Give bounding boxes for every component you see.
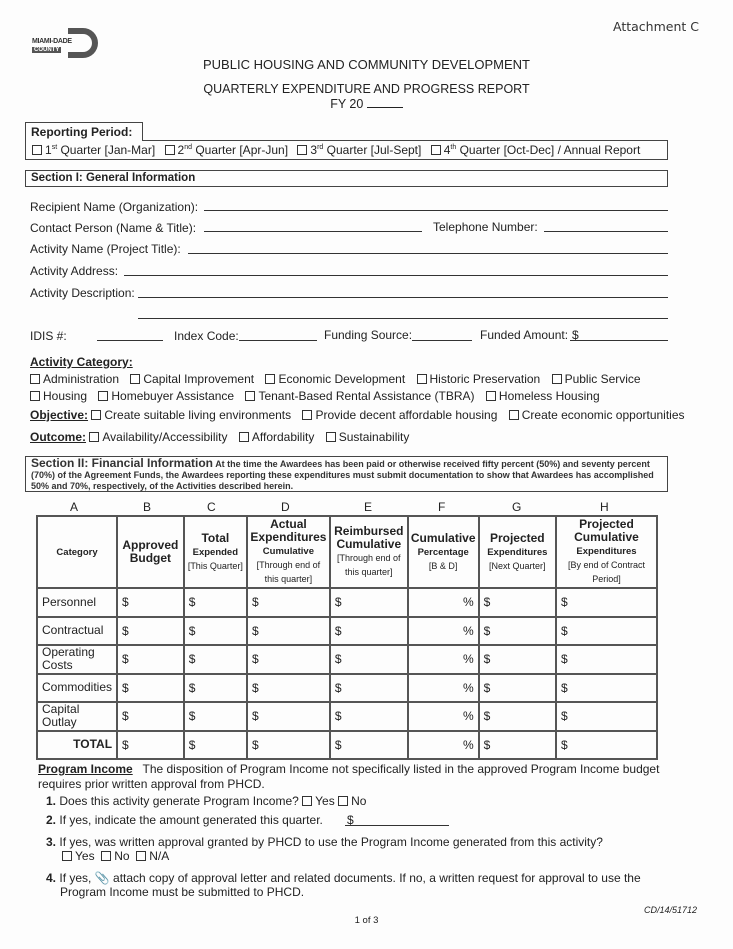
row-category: Commodities	[37, 674, 117, 703]
header-actual-expenditures: Actual Expenditures Cumulative [Through end of this quarter]	[247, 516, 330, 588]
table-cell-input[interactable]: $	[247, 702, 330, 731]
table-cell-input[interactable]: %	[408, 645, 479, 674]
table-cell-input[interactable]: $	[479, 674, 556, 703]
row-category: Personnel	[37, 588, 117, 617]
q1-no-option[interactable]: No	[338, 794, 366, 808]
q2-currency: $	[347, 813, 354, 827]
question-4: 4. If yes, 📎 attach copy of approval letter and related documents. If no, a written request for approval to use the Program Income must be submitted to PHCD.	[46, 871, 641, 899]
category-tbra[interactable]: Tenant-Based Rental Assistance (TBRA)	[245, 389, 474, 403]
table-cell-input[interactable]: $	[330, 588, 408, 617]
table-row	[37, 588, 657, 617]
section-1-header: Section I: General Information	[25, 170, 668, 187]
question-2: 2. If yes, indicate the amount generated this quarter.	[46, 813, 323, 827]
checkbox[interactable]	[326, 432, 336, 442]
activity-name-label: Activity Name (Project Title):	[30, 242, 181, 256]
section-2-title: Section II: Financial Information	[31, 456, 214, 470]
checkbox[interactable]	[302, 796, 312, 806]
table-cell-input[interactable]: $	[479, 588, 556, 617]
outcome-availability[interactable]: Availability/Accessibility	[89, 430, 227, 444]
table-cell-input[interactable]: $	[117, 702, 184, 731]
q3-no-option[interactable]: No	[101, 849, 129, 863]
table-row	[37, 645, 657, 674]
logo-subtext: COUNTY	[34, 47, 60, 53]
checkbox[interactable]	[30, 391, 40, 401]
checkbox[interactable]	[509, 410, 519, 420]
checkbox[interactable]	[486, 391, 496, 401]
column-letter-b: B	[143, 500, 152, 514]
financial-table	[36, 515, 658, 760]
checkbox[interactable]	[98, 391, 108, 401]
column-letter-g: G	[512, 500, 522, 514]
section-2-description: At the time the Awardees has been paid or otherwise received fifty percent (50%) and seventy percent (70%) of the Agreement Funds, the Awardees reporting these expenditures must submit documentation to show that Awardees has accomplished 50% and 70%, respectively, of the Activities described herein.	[31, 459, 654, 491]
quarter-4-option[interactable]: 4th Quarter [Oct-Dec] / Annual Report	[431, 143, 641, 157]
table-cell-input[interactable]: $	[247, 674, 330, 703]
checkbox[interactable]	[101, 851, 111, 861]
table-cell-input[interactable]: $	[479, 702, 556, 731]
table-cell-input[interactable]: $	[330, 702, 408, 731]
contact-label: Contact Person (Name & Title):	[30, 221, 197, 235]
category-homebuyer-assistance[interactable]: Homebuyer Assistance	[98, 389, 234, 403]
table-cell-input[interactable]: $	[247, 731, 330, 760]
checkbox[interactable]	[30, 374, 40, 384]
column-letter-a: A	[70, 500, 79, 514]
quarter-1-option[interactable]: 1st Quarter [Jan-Mar]	[32, 143, 155, 157]
table-cell-input[interactable]: $	[556, 674, 657, 703]
objective-affordable-housing[interactable]: Provide decent affordable housing	[302, 408, 497, 422]
table-cell-input[interactable]: %	[408, 702, 479, 731]
document-title: PUBLIC HOUSING AND COMMUNITY DEVELOPMENT	[203, 57, 530, 72]
table-cell-input[interactable]: $	[479, 645, 556, 674]
table-cell-input[interactable]: $	[556, 731, 657, 760]
row-category: Capital Outlay	[37, 702, 117, 731]
table-cell-input[interactable]: $	[247, 645, 330, 674]
header-reimbursed-cumulative: Reimbursed Cumulative [Through end of this quarter]	[330, 516, 408, 588]
table-cell-input[interactable]: $	[556, 617, 657, 646]
funded-amount-label: Funded Amount:	[480, 328, 569, 342]
quarter-1-checkbox[interactable]	[32, 145, 42, 155]
table-cell-input[interactable]: $	[330, 674, 408, 703]
activity-name-input[interactable]	[188, 253, 668, 254]
objective-row	[30, 408, 693, 422]
table-row	[37, 731, 657, 760]
table-cell-input[interactable]: %	[408, 588, 479, 617]
category-public-service[interactable]: Public Service	[552, 372, 641, 386]
q2-amount-input[interactable]	[345, 825, 449, 826]
table-cell-input[interactable]: $	[184, 674, 247, 703]
column-letter-e: E	[364, 500, 373, 514]
quarter-3-option[interactable]: 3rd Quarter [Jul-Sept]	[297, 143, 421, 157]
column-letter-c: C	[207, 500, 216, 514]
checkbox[interactable]	[417, 374, 427, 384]
table-cell-input[interactable]: $	[479, 731, 556, 760]
page-number: 1 of 3	[354, 915, 379, 926]
category-economic-development[interactable]: Economic Development	[265, 372, 405, 386]
activity-description-input-2[interactable]	[138, 318, 668, 319]
header-approved-budget: Approved Budget	[117, 516, 184, 588]
recipient-input[interactable]	[204, 210, 668, 211]
paperclip-icon: 📎	[94, 871, 110, 885]
funding-source-input[interactable]	[412, 340, 472, 341]
activity-category-row-2	[30, 389, 608, 403]
category-housing[interactable]: Housing	[30, 389, 87, 403]
table-cell-input[interactable]: $	[330, 617, 408, 646]
category-historic-preservation[interactable]: Historic Preservation	[417, 372, 541, 386]
activity-address-label: Activity Address:	[30, 264, 119, 278]
table-row	[37, 674, 657, 703]
quarter-4-checkbox[interactable]	[431, 145, 441, 155]
table-cell-input[interactable]: $	[184, 588, 247, 617]
index-code-input[interactable]	[239, 340, 317, 341]
reporting-period-options	[25, 140, 668, 160]
funded-amount-input[interactable]	[570, 340, 668, 341]
table-header-row	[37, 516, 657, 588]
quarter-3-checkbox[interactable]	[297, 145, 307, 155]
checkbox[interactable]	[239, 432, 249, 442]
table-cell-input[interactable]: $	[247, 617, 330, 646]
fiscal-year-input[interactable]	[367, 97, 403, 108]
table-cell-input[interactable]: $	[117, 674, 184, 703]
telephone-input[interactable]	[544, 231, 668, 232]
section-2-header	[25, 456, 668, 492]
program-income-text: The disposition of Program Income not specifically listed in the approved Program Income budget requires prior written approval from PHCD.	[38, 762, 660, 791]
q3-yes-option[interactable]: Yes	[62, 849, 95, 863]
checkbox[interactable]	[91, 410, 101, 420]
header-projected-expenditures: Projected Expenditures [Next Quarter]	[479, 516, 556, 588]
outcome-label: Outcome:	[30, 430, 87, 444]
funding-source-label: Funding Source:	[324, 328, 413, 342]
program-income-intro	[38, 762, 678, 792]
table-cell-input[interactable]: $	[184, 645, 247, 674]
header-total-expended: Total Expended [This Quarter]	[184, 516, 247, 588]
report-title: QUARTERLY EXPENDITURE AND PROGRESS REPORT	[203, 82, 530, 96]
table-cell-input[interactable]: $	[247, 588, 330, 617]
table-row	[37, 617, 657, 646]
q3-na-option[interactable]: N/A	[136, 849, 169, 863]
recipient-label: Recipient Name (Organization):	[30, 200, 199, 214]
table-cell-input[interactable]: $	[117, 588, 184, 617]
question-3-options	[62, 849, 169, 863]
question-1: 1. Does this activity generate Program Income? Yes No	[46, 794, 367, 808]
reporting-period-label: Reporting Period:	[25, 122, 143, 141]
objective-living-environments[interactable]: Create suitable living environments	[91, 408, 291, 422]
attachment-label: Attachment C	[613, 19, 699, 34]
table-cell-input[interactable]: $	[330, 645, 408, 674]
column-letter-f: F	[438, 500, 446, 514]
table-cell-input[interactable]: $	[479, 617, 556, 646]
form-code: CD/14/51712	[643, 905, 697, 915]
header-category: Category	[37, 516, 117, 588]
activity-description-input-1[interactable]	[138, 297, 668, 298]
index-code-label: Index Code:	[174, 329, 239, 343]
table-cell-input[interactable]: %	[408, 617, 479, 646]
checkbox[interactable]	[302, 410, 312, 420]
activity-description-label: Activity Description:	[30, 286, 135, 300]
checkbox[interactable]	[130, 374, 140, 384]
checkbox[interactable]	[265, 374, 275, 384]
fiscal-year-label: FY 20	[330, 97, 364, 111]
contact-input[interactable]	[204, 231, 422, 232]
column-letter-h: H	[600, 500, 609, 514]
table-cell-input[interactable]: $	[117, 731, 184, 760]
table-cell-input[interactable]: %	[408, 731, 479, 760]
activity-address-input[interactable]	[124, 275, 668, 276]
idis-label: IDIS #:	[30, 329, 67, 343]
outcome-sustainability[interactable]: Sustainability	[326, 430, 410, 444]
table-cell-input[interactable]: %	[408, 674, 479, 703]
activity-category-label: Activity Category:	[30, 355, 133, 369]
checkbox[interactable]	[552, 374, 562, 384]
program-income-label: Program Income	[38, 762, 133, 776]
county-logo	[30, 26, 100, 60]
outcome-row	[30, 430, 417, 444]
table-cell-input[interactable]: $	[556, 702, 657, 731]
row-category: Operating Costs	[37, 645, 117, 674]
idis-input[interactable]	[97, 340, 163, 341]
table-cell-input[interactable]: $	[184, 702, 247, 731]
logo-d-shape	[68, 28, 98, 58]
table-cell-input[interactable]: $	[184, 617, 247, 646]
fiscal-year	[0, 97, 733, 111]
header-cumulative-percentage: Cumulative Percentage [B & D]	[408, 516, 479, 588]
category-capital-improvement[interactable]: Capital Improvement	[130, 372, 254, 386]
header-projected-cumulative: Projected Cumulative Expenditures [By end of Contract Period]	[556, 516, 657, 588]
checkbox[interactable]	[136, 851, 146, 861]
logo-text: MIAMI-DADE	[32, 38, 72, 45]
checkbox[interactable]	[245, 391, 255, 401]
category-homeless-housing[interactable]: Homeless Housing	[486, 389, 600, 403]
telephone-label: Telephone Number:	[433, 220, 538, 234]
column-letter-d: D	[281, 500, 290, 514]
objective-label: Objective:	[30, 408, 89, 422]
funded-amount-currency: $	[572, 328, 579, 342]
checkbox[interactable]	[62, 851, 72, 861]
objective-economic-opportunities[interactable]: Create economic opportunities	[509, 408, 685, 422]
table-cell-input[interactable]: $	[330, 731, 408, 760]
question-3: 3. If yes, was written approval granted by PHCD to use the Program Income generated from this activity?	[46, 835, 603, 849]
table-row	[37, 702, 657, 731]
row-category: Contractual	[37, 617, 117, 646]
checkbox[interactable]	[89, 432, 99, 442]
table-cell-input[interactable]: $	[184, 731, 247, 760]
table-cell-input[interactable]: $	[117, 617, 184, 646]
row-category: TOTAL	[37, 731, 117, 760]
category-administration[interactable]: Administration	[30, 372, 119, 386]
table-cell-input[interactable]: $	[556, 588, 657, 617]
q1-yes-option[interactable]: Yes	[302, 794, 335, 808]
quarter-2-checkbox[interactable]	[165, 145, 175, 155]
outcome-affordability[interactable]: Affordability	[239, 430, 314, 444]
table-cell-input[interactable]: $	[556, 645, 657, 674]
checkbox[interactable]	[338, 796, 348, 806]
table-cell-input[interactable]: $	[117, 645, 184, 674]
quarter-2-option[interactable]: 2nd Quarter [Apr-Jun]	[165, 143, 289, 157]
activity-category-row-1	[30, 372, 649, 386]
